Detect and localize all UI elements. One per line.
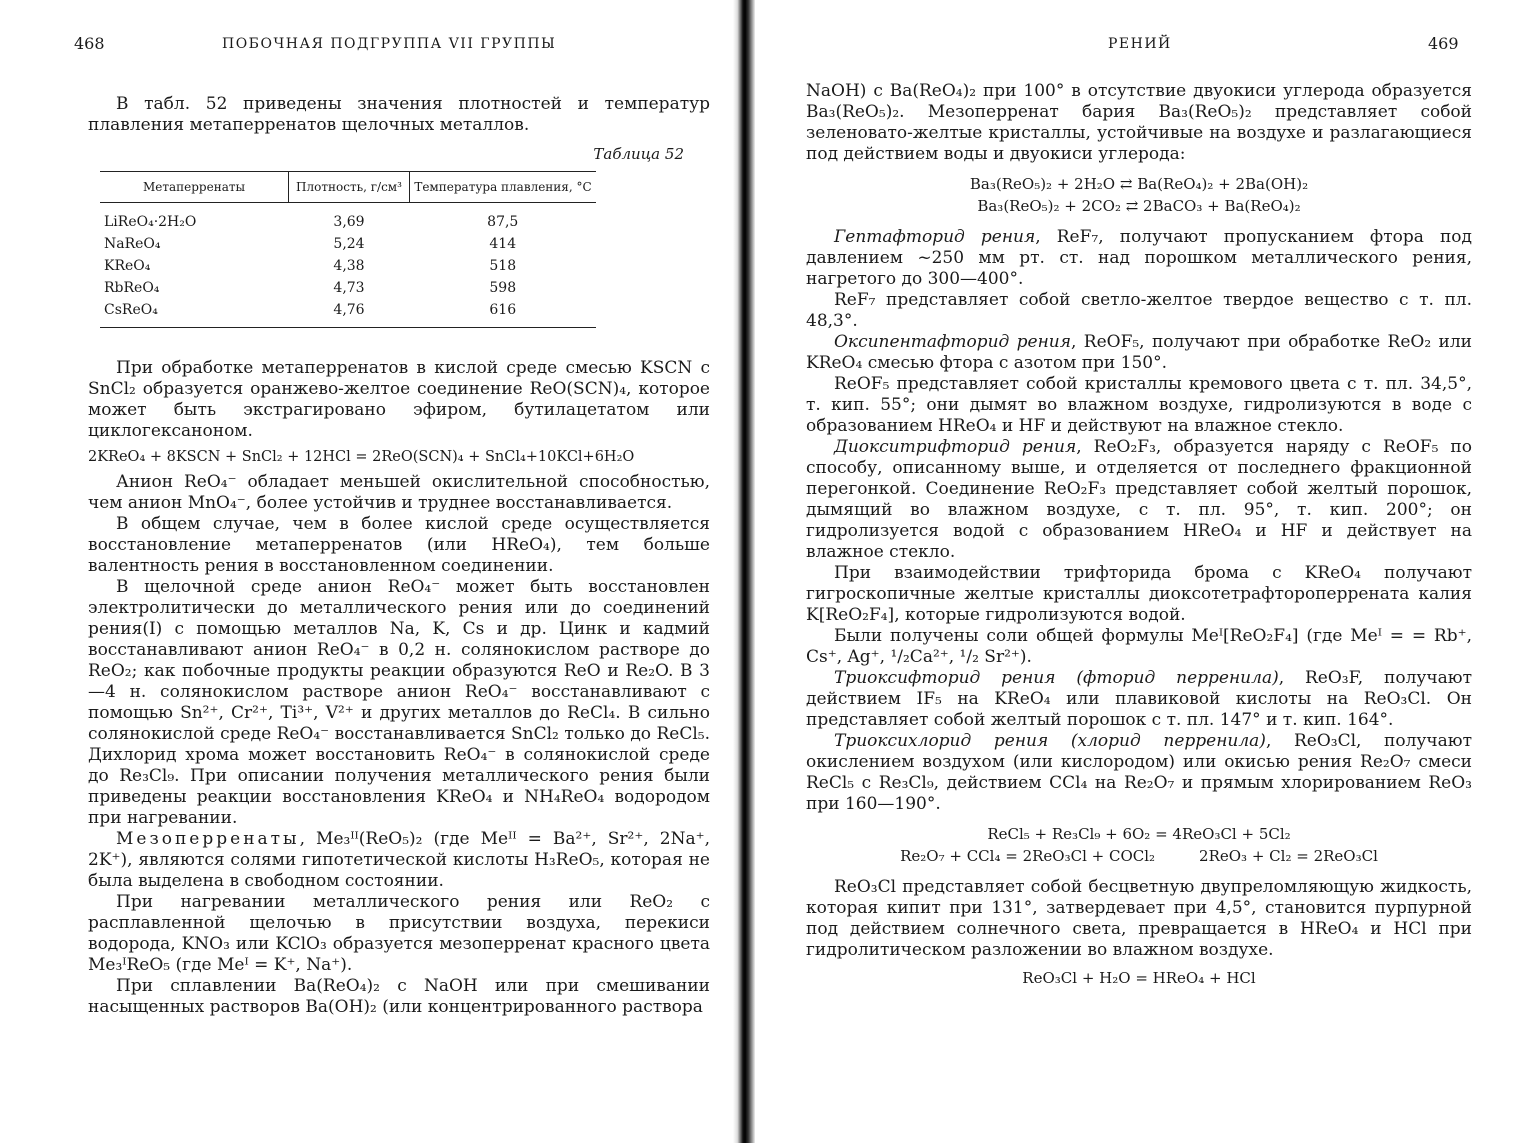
paragraph [806, 227, 1472, 290]
melting-cell: 598 [489, 280, 517, 296]
compound-name: Оксипентафторид рения [834, 332, 1071, 352]
equation: Ba₃(ReO₅)₂ + 2CO₂ ⇄ 2BaCO₃ + Ba(ReO₄)₂ [977, 197, 1301, 215]
melting-cell: 518 [489, 258, 517, 274]
paragraph: При сплавлении Ba(ReO₄)₂ с NaOH или при смешивании насыщенных растворов Ba(OH)₂ (или концентрированного раствора [88, 976, 710, 1017]
paragraph-text: , ReO₃F, получают действием IF₅ на KReO₄ или плавиковой кислоты на ReO₃Cl. Он представляет собой желтый порошок с т. пл. 147° и т. кип. 164°. [806, 668, 1472, 730]
paragraph: NaOH) с Ba(ReO₄)₂ при 100° в отсутствие двуокиси углерода образуется Ba₃(ReO₅)₂. Мезоперренат бария Ba₃(ReO₅)₂ представляет собой зеленовато-желтые кристаллы, устойчивые на воздухе и разлагающиеся под действием воды и двуокиси углерода: [806, 81, 1472, 164]
paragraph: Были получены соли общей формулы Meᴵ[ReO₂F₄] (где Meᴵ = = Rb⁺, Cs⁺, Ag⁺, ¹/₂Ca²⁺, ¹/₂ Sr²⁺). [806, 626, 1472, 667]
page-number: 468 [74, 34, 105, 53]
compound-name: Диокситрифторид рения [834, 437, 1077, 457]
left-page-body [88, 94, 710, 1018]
paragraph: ReF₇ представляет собой светло-желтое твердое вещество с т. пл. 48,3°. [806, 290, 1472, 331]
table-row [100, 255, 596, 277]
paragraph: ReO₃Cl представляет собой бесцветную двупреломляющую жидкость, которая кипит при 131°, затвердевает при 4,5°, становится пурпурной под действием солнечного света, превращается в HReO₄ и HCl при гидролитическом разложении во влажном воздухе. [806, 877, 1472, 960]
equation: 2KReO₄ + 8KSCN + SnCl₂ + 12HCl = 2ReO(SCN)₄ + SnCl₄+10KCl+6H₂O [88, 449, 635, 465]
equation: Ba₃(ReO₅)₂ + 2H₂O ⇄ Ba(ReO₄)₂ + 2Ba(OH)₂ [969, 175, 1309, 193]
running-header: РЕНИЙ [1108, 36, 1172, 52]
paragraph: В общем случае, чем в более кислой среде осуществляется восстановление метаперренатов (или HReO₄), тем больше валентность рения в восстановленном соединении. [88, 514, 710, 576]
paragraph-text: , ReO₃Cl, получают окислением воздухом (или кислородом) или окисью рения Re₂O₇ смеси ReCl₅ с Re₃Cl₉, действием CCl₄ на Re₂O₇ и прямым хлорированием ReO₃ при 160—190°. [806, 731, 1473, 814]
melting-cell: 414 [489, 236, 517, 252]
left-page [0, 0, 740, 1143]
paragraph: Анион ReO₄⁻ обладает меньшей окислительной способностью, чем анион MnO₄⁻, более устойчив и труднее восстанавливается. [88, 472, 710, 513]
paragraph [806, 437, 1472, 563]
table-row [100, 299, 596, 328]
density-melting-table [100, 171, 596, 328]
paragraph-text: , Me₃ᴵᴵ(ReO₅)₂ (где Meᴵᴵ = Ba²⁺, Sr²⁺, 2Na⁺, 2K⁺), являются солями гипотетической кислоты H₃ReO₅, которая не была выделена в свободном состоянии. [88, 829, 710, 891]
compound-cell: CsReO₄ [100, 299, 289, 328]
compound-cell: KReO₄ [104, 258, 151, 274]
column-header: Метаперренаты [100, 172, 289, 203]
paragraph: В щелочной среде анион ReO₄⁻ может быть восстановлен электролитически до металлического рения или до соединений рения(I) с помощью металлов Na, K, Cs и др. Цинк и кадмий восстанавливают анион ReO₄⁻ в 0,2 н. солянокислом растворе до ReO₂; как побочные продукты реакции образуются ReO и Re₂O. В 3—4 н. солянокислом растворе анион ReO₄⁻ восстанавливают с помощью Sn²⁺, Cr²⁺, Ti³⁺, V²⁺ и других металлов до ReCl₄. В сильно солянокислой среде ReO₄⁻ восстанавливается SnCl₂ только до ReCl₅. Дихлорид хрома может восстановить ReO₄⁻ в солянокислой среде до Re₃Cl₉. При описании получения металлического рения были приведены реакции восстановления KReO₄ и NH₄ReO₄ водородом при нагревании. [88, 577, 710, 828]
page-number: 469 [1428, 34, 1459, 53]
right-page-body [806, 81, 1472, 993]
table-caption: Таблица 52 [593, 145, 684, 163]
compound-cell: RbReO₄ [104, 280, 160, 296]
compound-name: Триоксифторид рения (фторид перренила) [834, 668, 1279, 688]
equation: 2ReO₃ + Cl₂ = 2ReO₃Cl [1199, 847, 1378, 865]
paragraph: При взаимодействии трифторида брома с KReO₄ получают гигроскопичные желтые кристаллы диоксотетрафтороперрената калия K[ReO₂F₄], которые гидролизуются водой. [806, 563, 1472, 625]
compound-name: Гептафторид рения [834, 227, 1036, 247]
density-cell: 5,24 [333, 236, 365, 252]
right-page [760, 0, 1516, 1143]
paragraph: При нагревании металлического рения или ReO₂ с расплавленной щелочью в присутствии воздуха, перекиси водорода, KNO₃ или KClO₃ образуется мезоперренат красного цвета Me₃ᴵReO₅ (где Meᴵ = K⁺, Na⁺). [88, 892, 710, 975]
melting-cell: 87,5 [487, 214, 519, 230]
running-header: ПОБОЧНАЯ ПОДГРУППА VII ГРУППЫ [222, 36, 557, 52]
paragraph: ReOF₅ представляет собой кристаллы кремового цвета с т. пл. 34,5°, т. кип. 55°; они дымят во влажном воздухе, гидролизуются в воде с образованием HReO₄ и HF и действуют на влажное стекло. [806, 374, 1472, 436]
compound-name: Триоксихлорид рения (хлорид перренила) [834, 731, 1266, 751]
spaced-term: Мезоперренаты [116, 829, 300, 849]
table-header-row [100, 172, 596, 203]
table-row [100, 203, 596, 234]
table-row [100, 233, 596, 255]
paragraph [806, 668, 1472, 731]
density-cell: 4,73 [333, 280, 365, 296]
table-row [100, 277, 596, 299]
paragraph: При обработке метаперренатов в кислой среде смесью KSCN с SnCl₂ образуется оранжево-желтое соединение ReO(SCN)₄, которое может быть экстрагировано эфиром, бутилацетатом или циклогексаноном. [88, 358, 710, 441]
paragraph-text: , ReO₂F₃, образуется наряду с ReOF₅ по способу, описанному выше, и отделяется от последнего фракционной перегонкой. Соединение ReO₂F₃ представляет собой желтый порошок, дымящий во влажном воздухе, с т. пл. 95°, т. кип. 200°; он гидролизуется водой с образованием HReO₄ и HF и действует на влажное стекло. [806, 437, 1473, 562]
column-header: Температура плавления, °С [410, 172, 597, 203]
compound-cell: NaReO₄ [104, 236, 161, 252]
paragraph [806, 731, 1472, 815]
melting-cell: 616 [410, 299, 597, 328]
equation-row [806, 845, 1472, 867]
density-cell: 4,38 [333, 258, 365, 274]
compound-cell: LiReO₄·2H₂O [104, 214, 197, 230]
book-spine [733, 0, 755, 1143]
paragraph [88, 829, 710, 892]
column-header: Плотность, г/см³ [289, 172, 410, 203]
paragraph [806, 332, 1472, 374]
density-cell: 4,76 [289, 299, 410, 328]
equation: Re₂O₇ + CCl₄ = 2ReO₃Cl + COCl₂ [900, 847, 1156, 865]
density-cell: 3,69 [333, 214, 365, 230]
paragraph-text: , ReF₇, получают пропусканием фтора под давлением ~250 мм рт. ст. над порошком металлического рения, нагретого до 300—400°. [806, 227, 1472, 289]
equation: ReCl₅ + Re₃Cl₉ + 6O₂ = 4ReO₃Cl + 5Cl₂ [987, 825, 1291, 843]
equation: ReO₃Cl + H₂O = HReO₄ + HCl [1022, 969, 1256, 987]
paragraph: В табл. 52 приведены значения плотностей и температур плавления метаперренатов щелочных металлов. [88, 94, 710, 135]
paragraph-text: , ReOF₅, получают при обработке ReO₂ или KReO₄ смесью фтора с азотом при 150°. [806, 332, 1472, 373]
